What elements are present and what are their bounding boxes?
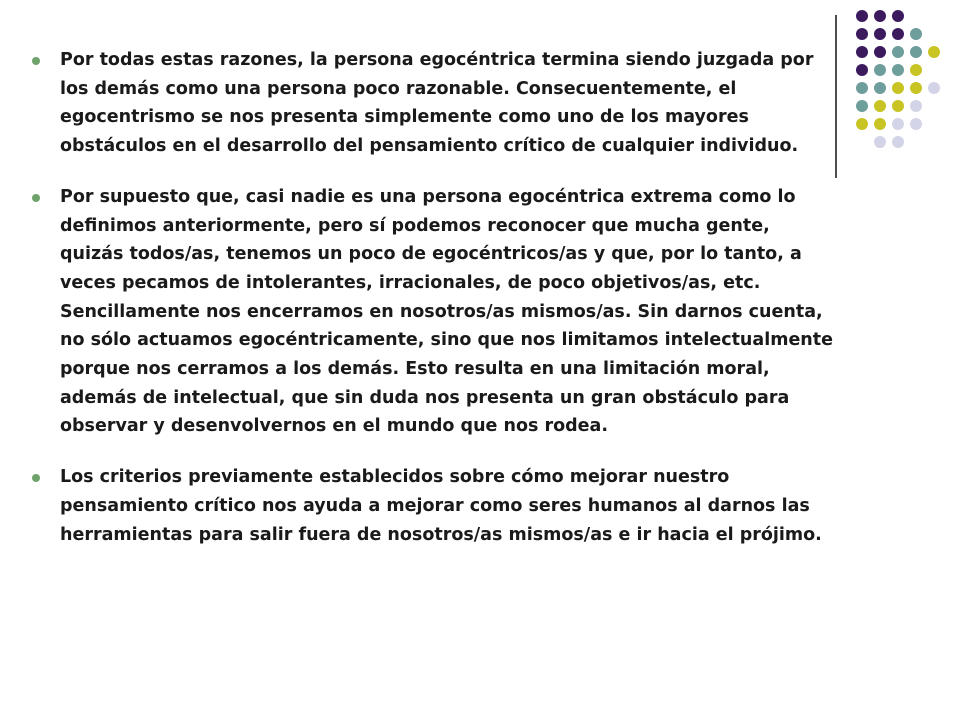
decorative-dot (892, 118, 904, 130)
decorative-dot (874, 82, 886, 94)
paragraph-text: Por supuesto que, casi nadie es una persona egocéntrica extrema como lo definimos anteriormente, pero sí podemos reconocer que mucha gente, quizás todos/as, tenemos un poco de egocéntricos/as y que, por lo tanto, a veces pecamos de intolerantes, irracionales, de poco objetivos/as, etc. Sencillamente nos encerramos en nosotros/as mismos/as. Sin darnos cuenta, no sólo actuamos egocéntricamente, sino que nos limitamos intelectualmente porque nos cerramos a los demás. Esto resulta en una limitación moral, además de intelectual, que sin duda nos presenta un gran obstáculo para observar y desenvolvernos en el mundo que nos rodea. (60, 186, 833, 437)
paragraph-text: Los criterios previamente establecidos sobre cómo mejorar nuestro pensamiento crítico nos ayuda a mejorar como seres humanos al darnos las herramientas para salir fuera de nosotros/as mismos/as e ir hacia el prójimo. (60, 467, 822, 545)
decorative-dot (928, 82, 940, 94)
decorative-dot (856, 82, 868, 94)
decorative-dot (892, 100, 904, 112)
decorative-dot (856, 10, 868, 22)
bullet-dot-icon (32, 194, 40, 202)
decorative-dot (874, 46, 886, 58)
decorative-dot (874, 118, 886, 130)
decorative-dot (910, 100, 922, 112)
decorative-dot (874, 28, 886, 40)
decorative-dot (910, 46, 922, 58)
vertical-divider (835, 15, 837, 178)
decorative-dot (892, 64, 904, 76)
decorative-dot (928, 46, 940, 58)
bullet-item (60, 46, 835, 161)
decorative-dot (856, 64, 868, 76)
bullet-list (60, 46, 835, 571)
decorative-dot (892, 10, 904, 22)
decorative-dot (910, 28, 922, 40)
decorative-dot (856, 100, 868, 112)
decorative-dot (874, 64, 886, 76)
decorative-dot (892, 46, 904, 58)
decorative-dot (892, 82, 904, 94)
decorative-dot (892, 28, 904, 40)
bullet-item (60, 463, 835, 549)
decorative-dot (910, 82, 922, 94)
decorative-dot (910, 118, 922, 130)
decorative-dot (856, 118, 868, 130)
decorative-dot (856, 28, 868, 40)
bullet-item (60, 183, 835, 441)
decorative-dot (874, 10, 886, 22)
decorative-dot (910, 64, 922, 76)
decorative-dot (874, 100, 886, 112)
decorative-dot (892, 136, 904, 148)
bullet-dot-icon (32, 474, 40, 482)
bullet-dot-icon (32, 57, 40, 65)
decorative-dot (874, 136, 886, 148)
paragraph-text: Por todas estas razones, la persona egocéntrica termina siendo juzgada por los demás como una persona poco razonable. Consecuentemente, el egocentrismo se nos presenta simplemente como uno de los mayores obstáculos en el desarrollo del pensamiento crítico de cualquier individuo. (60, 50, 814, 157)
decorative-dot (856, 46, 868, 58)
